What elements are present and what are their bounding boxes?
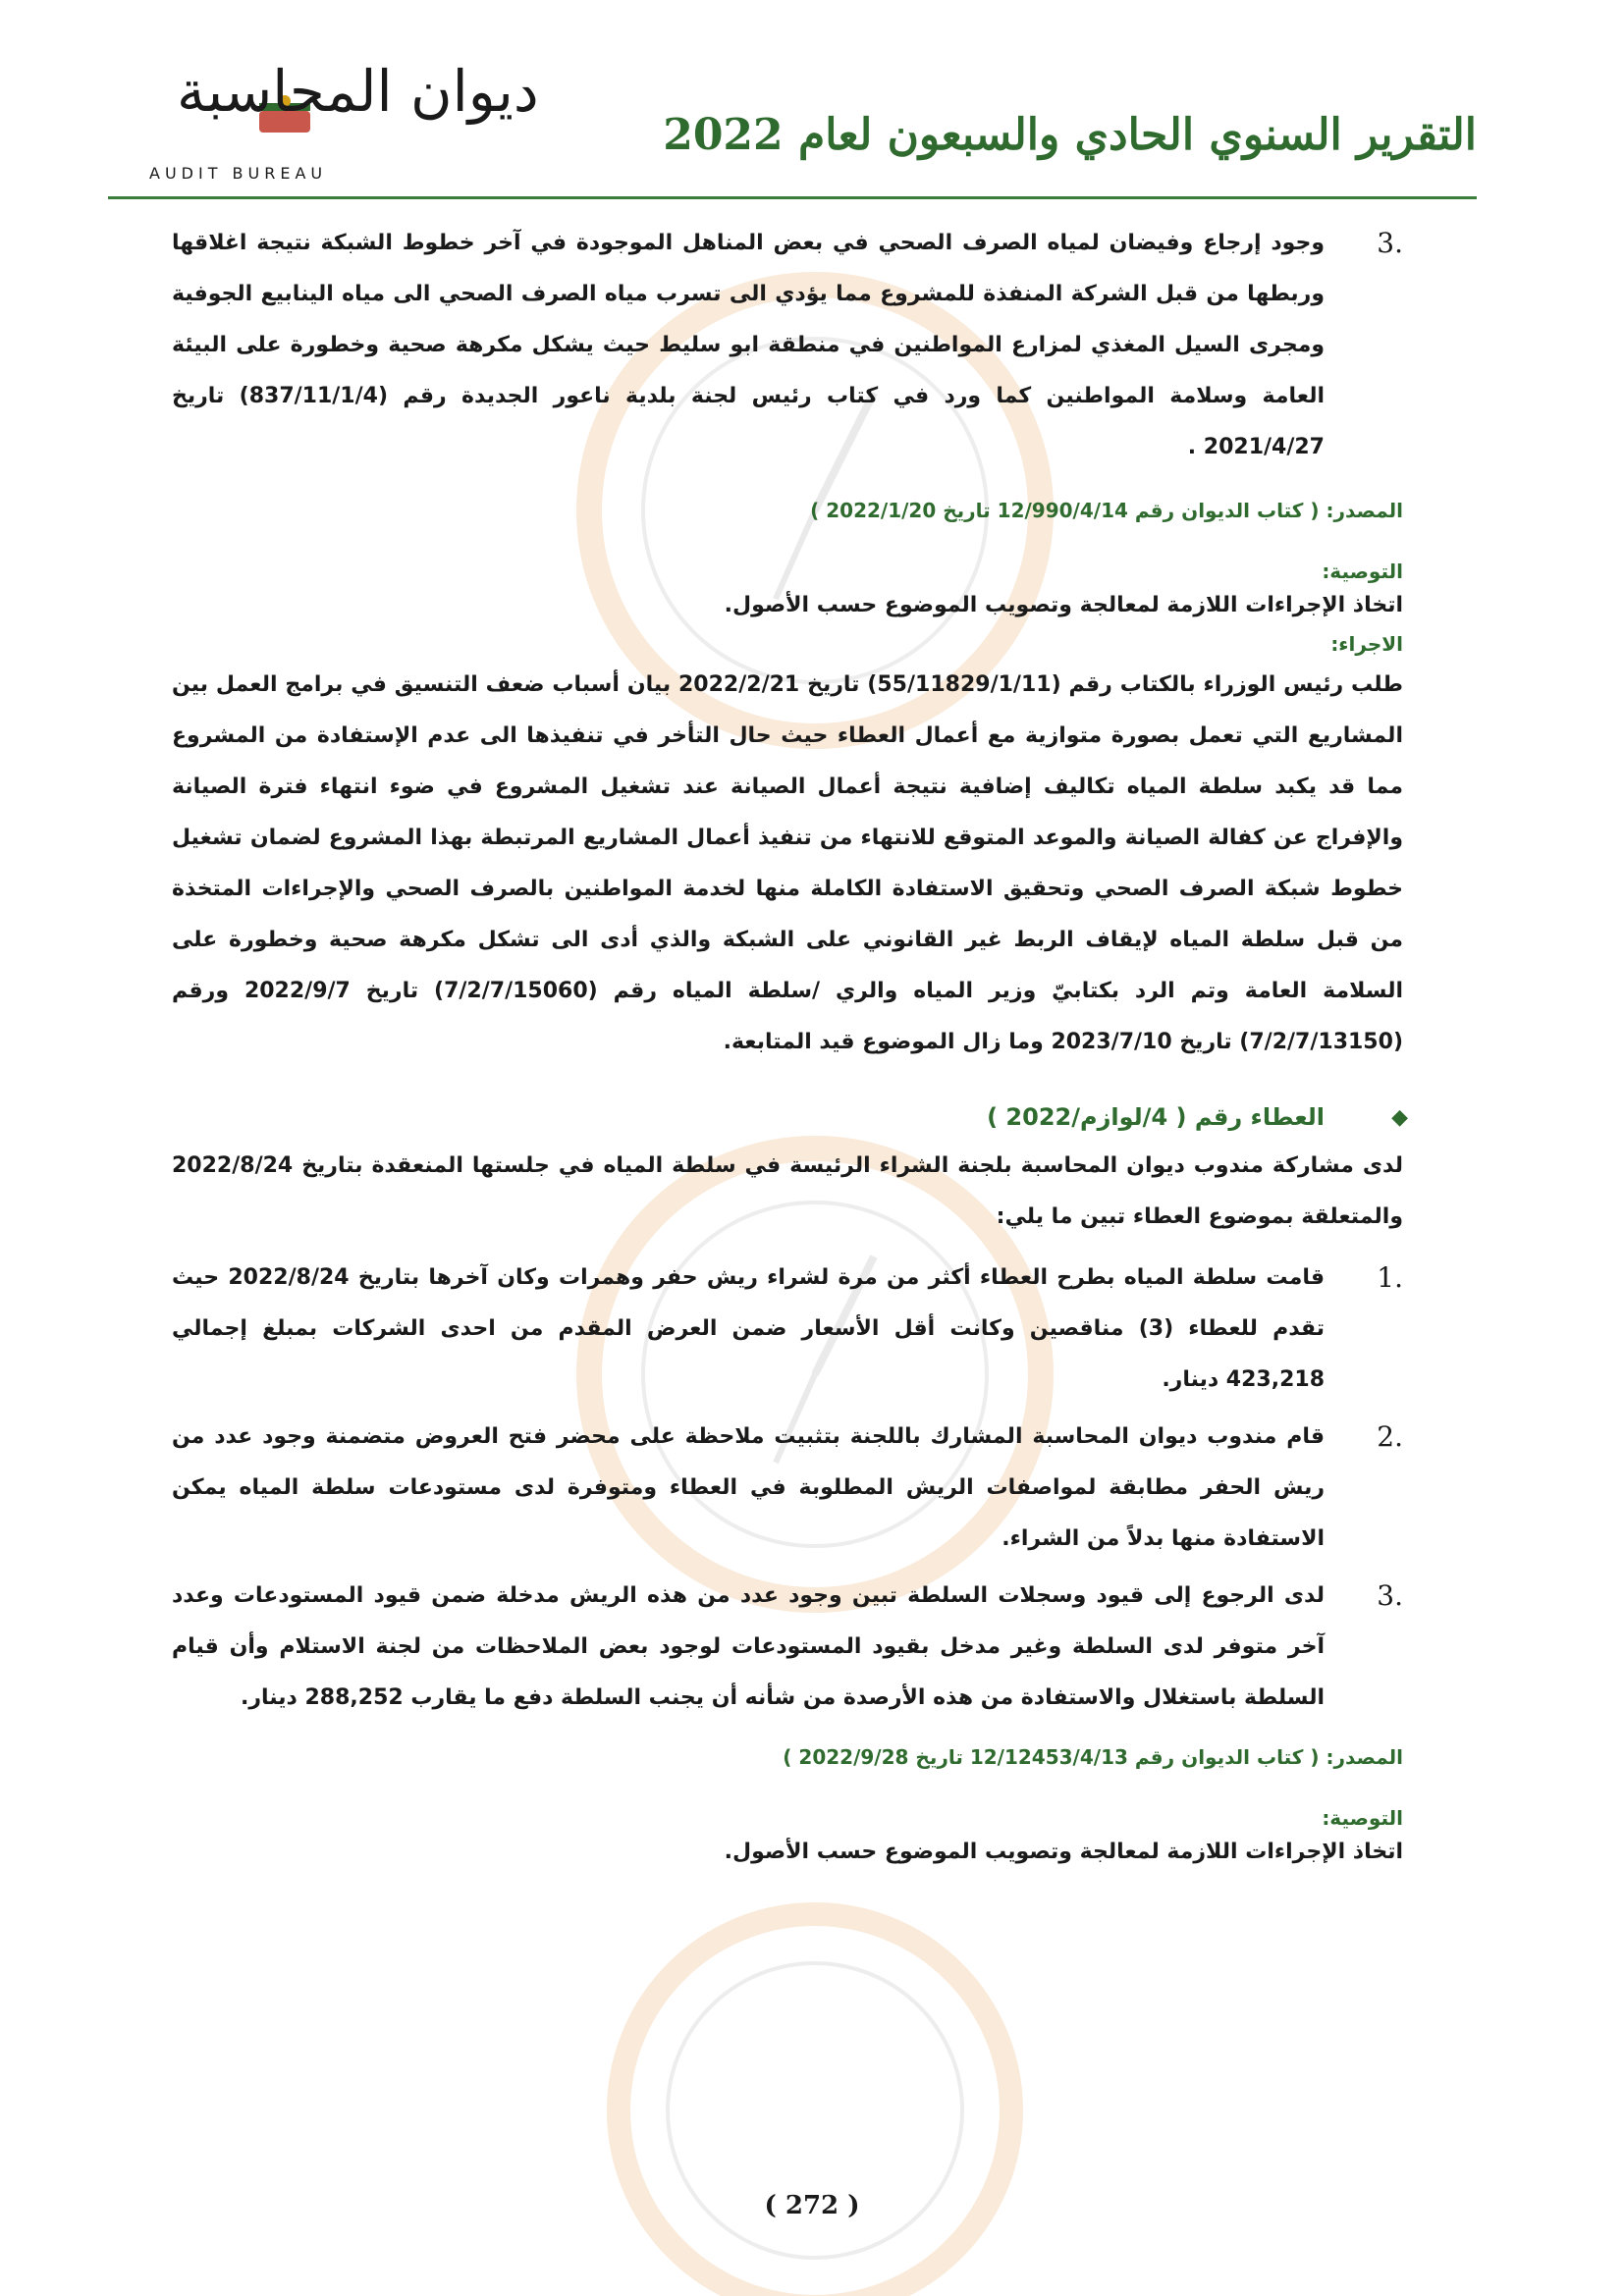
list-item-text: لدى الرجوع إلى قيود وسجلات السلطة تبين وجود عدد من هذه الريش مدخلة ضمن قيود المستودعات وعدد آخر متوفر لدى السلطة وغير مدخل بقيود المستودعات لوجود بعض الملاحظات من لجنة الاستلام وأن قيام السلطة باستغلال والاستفادة من هذه الأرصدة من شأنه أن يجنب السلطة دفع ما يقارب 288,252 دينار. [172, 1583, 1325, 1710]
source-reference: المصدر: ( كتاب الديوان رقم 12/990/4/14 تاريخ 2022/1/20 ) [810, 499, 1403, 522]
list-item [172, 1571, 1403, 1724]
audit-bureau-logo [137, 54, 539, 191]
action-label: الاجراء: [1330, 632, 1403, 656]
diamond-bullet-icon: ◆ [1391, 1105, 1408, 1130]
list-item-number: 1. [1377, 1261, 1403, 1294]
action-text: طلب رئيس الوزراء بالكتاب رقم (55/11829/1/11) تاريخ 2022/2/21 بيان أسباب ضعف التنسيق في برامج العمل بين المشاريع التي تعمل بصورة متوازية مع أعمال العطاء حيث حال التأخر في تنفيذها الى عدم الإستفادة من المشروع مما قد يكبد سلطة المياه تكاليف إضافية نتيجة أعمال الصيانة عند تشغيل المشروع في ضوء انتهاء فترة الصيانة والإفراج عن كفالة الصيانة والموعد المتوقع للانتهاء من تنفيذ أعمال المشاريع المرتبطة بهذا المشروع لضمان تشغيل خطوط شبكة الصرف الصحي وتحقيق الاستفادة الكاملة منها لخدمة المواطنين بالصرف الصحي والإجراءات المتخذة من قبل سلطة المياه لإيقاف الربط غير القانوني على الشبكة والذي أدى الى تشكل مكرهة صحية وخطورة على السلامة العامة وتم الرد بكتابيّ وزير المياه والري /سلطة المياه رقم (7/2/7/15060) تاريخ 2022/9/7 ورقم (7/2/7/13150) تاريخ 2023/7/10 وما زال الموضوع قيد المتابعة. [172, 672, 1403, 1054]
list-item [172, 1253, 1403, 1406]
report-title: التقرير السنوي الحادي والسبعون لعام 2022 [663, 110, 1477, 160]
recommendation-text: اتخاذ الإجراءات اللازمة لمعالجة وتصويب الموضوع حسب الأصول. [724, 1840, 1403, 1864]
page-number: ( 272 ) [764, 2191, 860, 2220]
source-reference: المصدر: ( كتاب الديوان رقم 12/12453/4/13 تاريخ 2022/9/28 ) [783, 1745, 1403, 1769]
list-item-text: قامت سلطة المياه بطرح العطاء أكثر من مرة لشراء ريش حفر وهمرات وكان آخرها بتاريخ 2022/8/24 حيث تقدم للعطاء (3) مناقصين وكانت أقل الأسعار ضمن العرض المقدم من احدى الشركات بمبلغ إجمالي 423,218 دينار. [172, 1265, 1325, 1392]
list-item [172, 218, 1403, 473]
list-item [172, 1412, 1403, 1565]
recommendation-text: اتخاذ الإجراءات اللازمة لمعالجة وتصويب الموضوع حسب الأصول. [724, 593, 1403, 617]
logo-latin-text: AUDIT BUREAU [149, 164, 328, 183]
tender-heading-text: العطاء رقم ( 4/لوازم/2022 ) [987, 1103, 1325, 1131]
list-item-text: قام مندوب ديوان المحاسبة المشارك باللجنة بتثبيت ملاحظة على محضر فتح العروض متضمنة وجود عدد من ريش الحفر مطابقة لمواصفات الريش المطلوبة في العطاء ومتوفرة لدى مستودعات سلطة المياه يمكن الاستفادة منها بدلاً من الشراء. [172, 1424, 1325, 1551]
recommendation-label: التوصية: [1322, 1806, 1403, 1830]
recommendation-label: التوصية: [1322, 560, 1403, 583]
page-content [172, 216, 1408, 1875]
tender-intro: لدى مشاركة مندوب ديوان المحاسبة بلجنة الشراء الرئيسة في سلطة المياه في جلستها المنعقدة بتاريخ 2022/8/24 والمتعلقة بموضوع العطاء تبين ما يلي: [172, 1153, 1403, 1229]
list-item-number: 3. [1377, 227, 1403, 259]
logo-arabic-text: ديوان المحاسبة [177, 58, 539, 125]
header-divider [108, 196, 1477, 199]
tender-heading [172, 1103, 1408, 1131]
page-header [0, 0, 1624, 206]
list-item-number: 2. [1377, 1420, 1403, 1453]
list-item-text: وجود إرجاع وفيضان لمياه الصرف الصحي في بعض المناهل الموجودة في آخر خطوط الشبكة نتيجة اغلاقها وربطها من قبل الشركة المنفذة للمشروع مما يؤدي الى تسرب مياه الصرف الصحي الى مياه الينابيع الجوفية ومجرى السيل المغذي لمزارع المواطنين في منطقة ابو سليط حيث يشكل مكرهة صحية وخطورة على البيئة العامة وسلامة المواطنين كما ورد في كتاب رئيس لجنة بلدية ناعور الجديدة رقم (837/11/1/4) تاريخ 2021/4/27 . [172, 231, 1325, 459]
list-item-number: 3. [1377, 1579, 1403, 1612]
